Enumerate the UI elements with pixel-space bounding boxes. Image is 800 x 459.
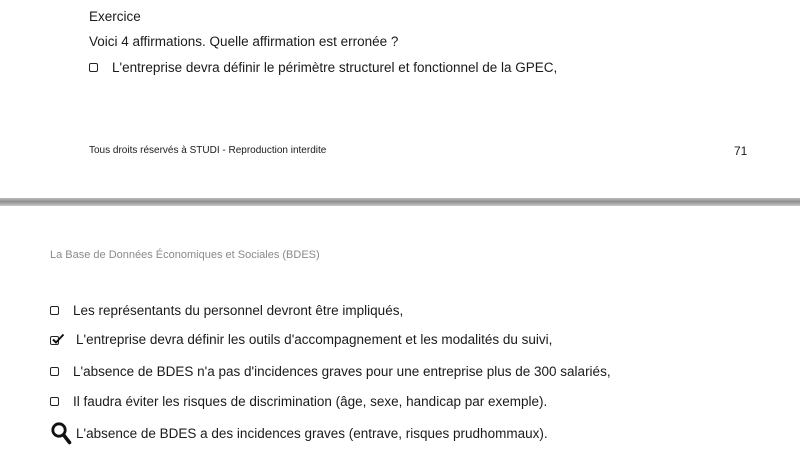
option-label: L'entreprise devra définir les outils d'accompagnement et les modalités du suivi, xyxy=(76,332,553,347)
section-header: La Base de Données Économiques et Sociales (BDES) xyxy=(50,249,320,261)
question-text: Voici 4 affirmations. Quelle affirmation est erronée ? xyxy=(89,34,399,49)
checkbox-empty-icon[interactable] xyxy=(50,367,59,376)
checkbox-empty-icon[interactable] xyxy=(50,306,59,315)
option-row[interactable] xyxy=(50,421,548,445)
page-top xyxy=(0,0,800,198)
copyright-footer: Tous droits réservés à STUDI - Reproduction interdite xyxy=(89,145,327,156)
page-number: 71 xyxy=(734,144,748,158)
option-row[interactable] xyxy=(50,394,547,409)
option-label: L'absence de BDES n'a pas d'incidences graves pour une entreprise plus de 300 salariés, xyxy=(73,364,611,379)
page-bottom xyxy=(0,206,800,459)
checkbox-checked-icon[interactable] xyxy=(50,334,62,346)
option-row[interactable] xyxy=(89,60,557,75)
option-label: Il faudra éviter les risques de discrimination (âge, sexe, handicap par exemple). xyxy=(73,394,548,409)
option-row[interactable] xyxy=(50,364,611,379)
checkbox-empty-icon[interactable] xyxy=(89,63,98,72)
exercise-title: Exercice xyxy=(89,9,141,24)
page-divider xyxy=(0,198,800,206)
option-row[interactable] xyxy=(50,303,403,318)
option-label: Les représentants du personnel devront être impliqués, xyxy=(73,303,404,318)
checkbox-empty-icon[interactable] xyxy=(50,397,59,406)
magnifier-icon[interactable] xyxy=(50,421,72,445)
option-label: L'entreprise devra définir le périmètre structurel et fonctionnel de la GPEC, xyxy=(112,60,558,75)
option-row[interactable] xyxy=(50,332,552,347)
option-label: L'absence de BDES a des incidences graves (entrave, risques prudhommaux). xyxy=(76,425,548,441)
